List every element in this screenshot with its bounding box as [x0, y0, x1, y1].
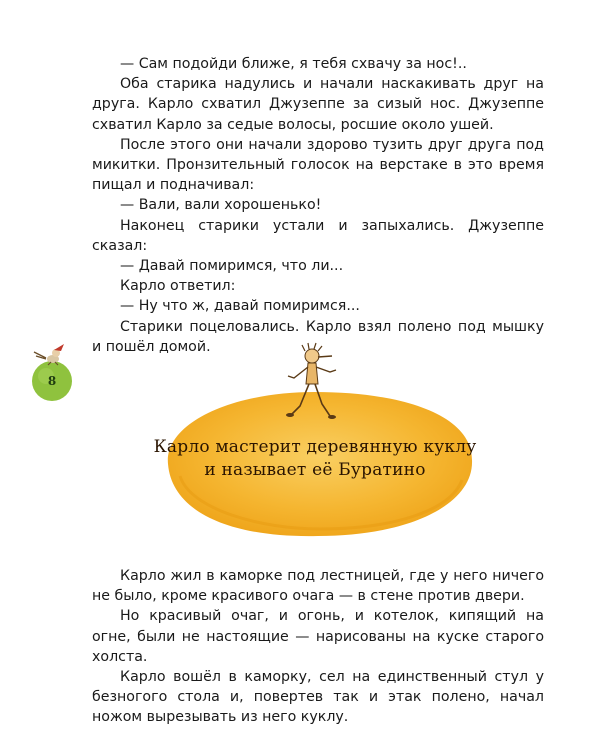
pinocchio-left-arm: [288, 367, 308, 378]
paragraph: — Давай помиримся, что ли...: [120, 258, 344, 275]
paragraph: Но красивый очаг, и огонь, и котелок, кипящий на огне, были не настоящие — нарисованы на куске старого холста.: [92, 608, 544, 665]
pinocchio-right-leg: [315, 384, 330, 416]
chapter-title: [150, 436, 480, 482]
paragraph: Оба старика надулись и начали наскакивать друг на друга. Карло схватил Джузеппе за сизый нос. Джузеппе схватил Карло за седые волосы, росшие около ушей.: [92, 76, 544, 133]
page-number: 8: [47, 374, 57, 388]
paragraph: — Ну что ж, давай помиримся...: [120, 298, 360, 315]
pinocchio-head: [305, 349, 319, 363]
pinocchio-left-foot: [286, 413, 294, 417]
paragraph: Карло ответил:: [120, 278, 236, 295]
chapter-title-line-2: и называет её Буратино: [204, 460, 426, 480]
pinocchio-left-leg: [292, 384, 309, 414]
paragraph: После этого они начали здорово тузить друг друга под микитки. Пронзительный голосок на верстаке в это время пищал и подначивал:: [92, 136, 544, 194]
top-text-block: [92, 54, 544, 357]
page-number-badge: [24, 334, 80, 404]
bottom-text-block: [92, 566, 544, 728]
pinocchio-right-foot: [328, 415, 336, 419]
paragraph: Карло жил в каморке под лестницей, где у него ничего не было, кроме красивого очага — в стене против двери.: [92, 568, 544, 605]
paragraph: Старики поцеловались. Карло взял полено под мышку и пошёл домой.: [92, 318, 544, 355]
paragraph: — Вали, вали хорошенько!: [120, 197, 322, 214]
pinocchio-body: [306, 363, 318, 384]
paragraph: Карло вошёл в каморку, сел на единственный стул у безногого стола и, повертев так и этак полено, начал ножом вырезывать из него куклу.: [92, 669, 544, 726]
paragraph: Наконец старики устали и запыхались. Джузеппе сказал:: [92, 217, 544, 254]
pinocchio-nose: [318, 356, 332, 357]
paragraph: — Сам подойди ближе, я тебя схвачу за нос!..: [120, 56, 467, 72]
figure-stick: [34, 352, 46, 359]
chapter-title-line-1: Карло мастерит деревянную куклу: [153, 437, 477, 457]
figure-cap: [54, 344, 64, 351]
pinocchio-right-arm: [316, 367, 336, 372]
pinocchio-illustration: [272, 340, 352, 430]
